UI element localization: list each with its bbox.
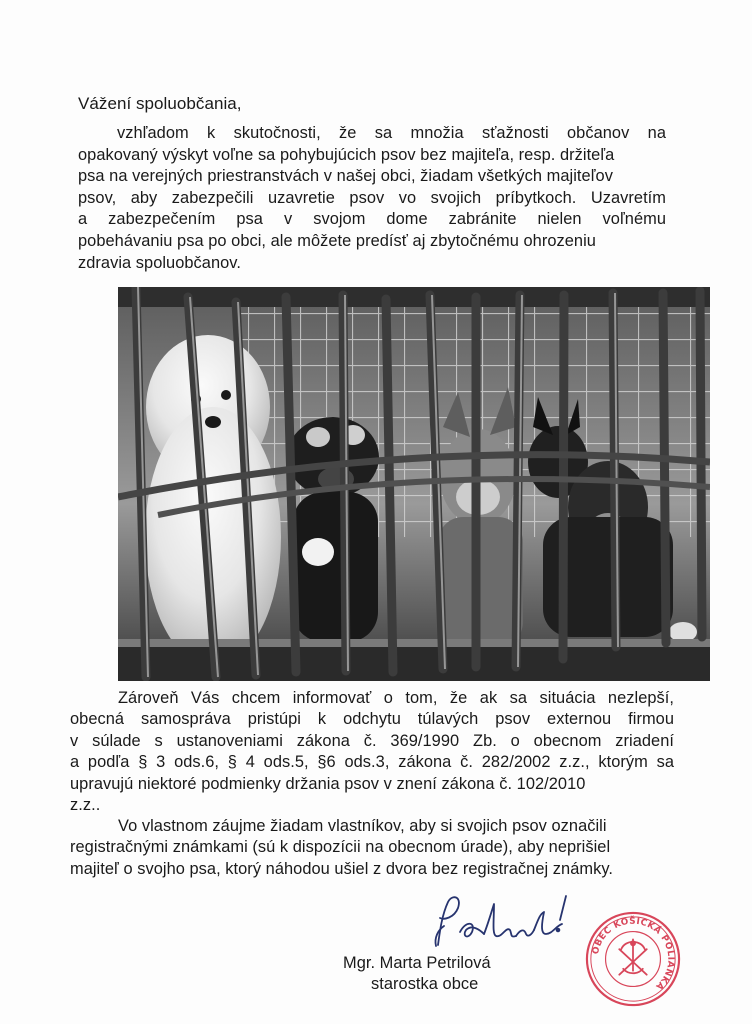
- svg-text:OBEC KOŠICKÁ POLIANKA: OBEC KOŠICKÁ POLIANKA: [590, 916, 676, 992]
- paragraph-line: vzhľadom k skutočnosti, že sa množia sťažnosti občanov na: [117, 124, 666, 142]
- paragraph-line: zdravia spoluobčanov.: [78, 253, 241, 272]
- paragraph-line: a zabezpečením psa v svojom dome zabránite nielen voľnému: [78, 210, 666, 229]
- dogs-in-cage-photo: [118, 287, 710, 681]
- paragraph-line: registračnými známkami (sú k dispozícii na obecnom úrade), aby neprišiel: [70, 838, 611, 857]
- paragraph-line: v súlade s ustanoveniami zákona č. 369/1990 Zb. o obecnom zriadení: [70, 731, 674, 750]
- signer-title: starostka obce: [371, 975, 479, 993]
- paragraph-dog-containment: [78, 123, 666, 274]
- paragraph-registration-tags: [70, 816, 674, 880]
- paragraph-line: z.z..: [70, 795, 101, 814]
- handwritten-signature: [428, 890, 588, 960]
- letter-greeting: Vážení spoluobčania,: [78, 94, 242, 113]
- official-stamp-icon: [584, 910, 682, 1008]
- paragraph-line: opakovaný výskyt voľne sa pohybujúcich psov bez majiteľa, resp. držiteľa: [78, 145, 615, 164]
- paragraph-line: psa na verejných priestranstvách v našej obci, žiadam všetkých majiteľov: [78, 167, 613, 186]
- signer-name: Mgr. Marta Petrilová: [343, 954, 491, 972]
- paragraph-line: a podľa § 3 ods.6, § 4 ods.5, §6 ods.3, zákona č. 282/2002 z.z., ktorým sa: [70, 753, 674, 772]
- paragraph-line: psov, aby zabezpečili uzavretie psov vo svojich príbytkoch. Uzavretím: [78, 188, 666, 207]
- paragraph-line: upravujú niektoré podmienky držania psov v znení zákona č. 102/2010: [70, 774, 586, 793]
- paragraph-line: Zároveň Vás chcem informovať o tom, že ak sa situácia nezlepší,: [118, 689, 674, 707]
- paragraph-line: Vo vlastnom záujme žiadam vlastníkov, aby si svojich psov označili: [118, 817, 607, 835]
- paragraph-line: pobehávaniu psa po obci, ale môžete predísť aj zbytočnému ohrozeniu: [78, 231, 596, 250]
- paragraph-dog-catching: [70, 688, 674, 816]
- paragraph-line: majiteľ o svojho psa, ktorý náhodou ušiel z dvora bez registračnej známky.: [70, 859, 613, 878]
- paragraph-line: obecná samospráva pristúpi k odchytu túlavých psov externou firmou: [70, 710, 674, 729]
